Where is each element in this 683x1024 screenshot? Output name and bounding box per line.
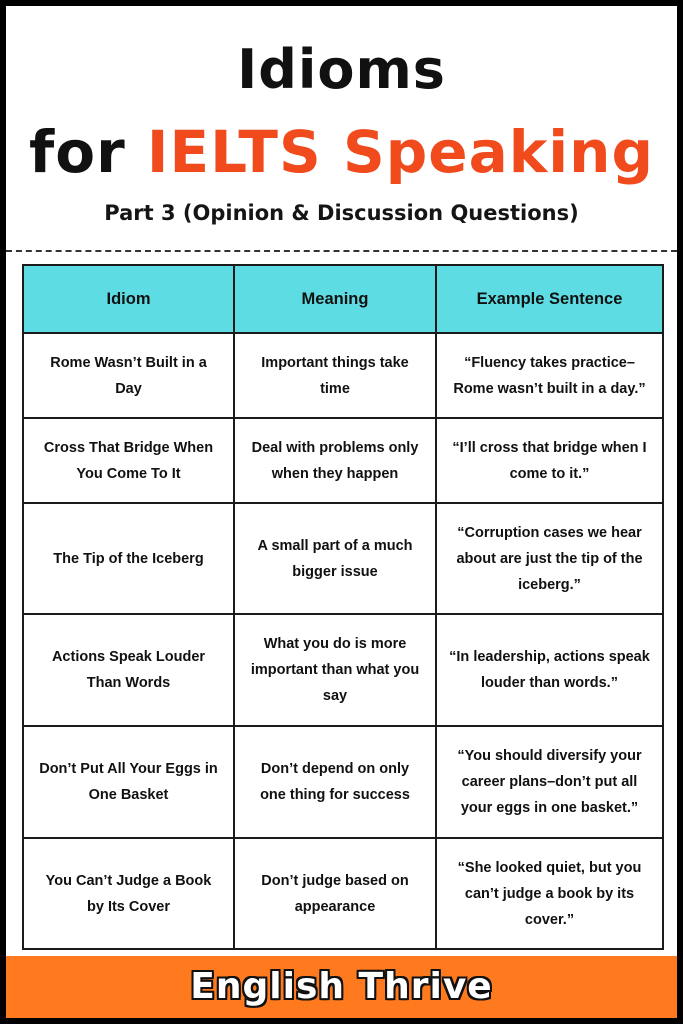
- meaning-cell: What you do is more important than what you say: [234, 614, 436, 726]
- table-row: [23, 418, 663, 503]
- dashed-divider: [6, 250, 677, 252]
- table-row: [23, 503, 663, 614]
- table-header-row: [23, 265, 663, 333]
- footer-bar: [6, 956, 677, 1018]
- idiom-cell: You Can’t Judge a Book by Its Cover: [23, 838, 234, 949]
- column-header-example: Example Sentence: [436, 265, 663, 333]
- title-accent: IELTS Speaking: [146, 118, 654, 186]
- meaning-cell: Don’t depend on only one thing for success: [234, 726, 436, 838]
- title-prefix: for: [28, 118, 126, 186]
- idiom-cell: The Tip of the Iceberg: [23, 503, 234, 614]
- example-cell: “She looked quiet, but you can’t judge a book by its cover.”: [436, 838, 663, 949]
- infographic-card: [6, 6, 677, 1018]
- idiom-cell: Rome Wasn’t Built in a Day: [23, 333, 234, 418]
- example-cell: “Corruption cases we hear about are just the tip of the iceberg.”: [436, 503, 663, 614]
- example-cell: “In leadership, actions speak louder than words.”: [436, 614, 663, 726]
- meaning-cell: Deal with problems only when they happen: [234, 418, 436, 503]
- example-cell: “Fluency takes practice–Rome wasn’t built in a day.”: [436, 333, 663, 418]
- table-row: [23, 333, 663, 418]
- meaning-cell: A small part of a much bigger issue: [234, 503, 436, 614]
- example-cell: “I’ll cross that bridge when I come to it.”: [436, 418, 663, 503]
- title-line-1: Idioms: [237, 38, 446, 101]
- idiom-cell: Don’t Put All Your Eggs in One Basket: [23, 726, 234, 838]
- idiom-cell: Cross That Bridge When You Come To It: [23, 418, 234, 503]
- example-cell: “You should diversify your career plans–don’t put all your eggs in one basket.”: [436, 726, 663, 838]
- meaning-cell: Don’t judge based on appearance: [234, 838, 436, 949]
- meaning-cell: Important things take time: [234, 333, 436, 418]
- idioms-table: [22, 264, 664, 950]
- table-row: [23, 726, 663, 838]
- table-row: [23, 614, 663, 726]
- subtitle: Part 3 (Opinion & Discussion Questions): [104, 201, 579, 225]
- title-line-2: [6, 116, 677, 188]
- idiom-cell: Actions Speak Louder Than Words: [23, 614, 234, 726]
- column-header-idiom: Idiom: [23, 265, 234, 333]
- column-header-meaning: Meaning: [234, 265, 436, 333]
- footer-brand: English Thrive: [190, 966, 493, 1007]
- table-row: [23, 838, 663, 949]
